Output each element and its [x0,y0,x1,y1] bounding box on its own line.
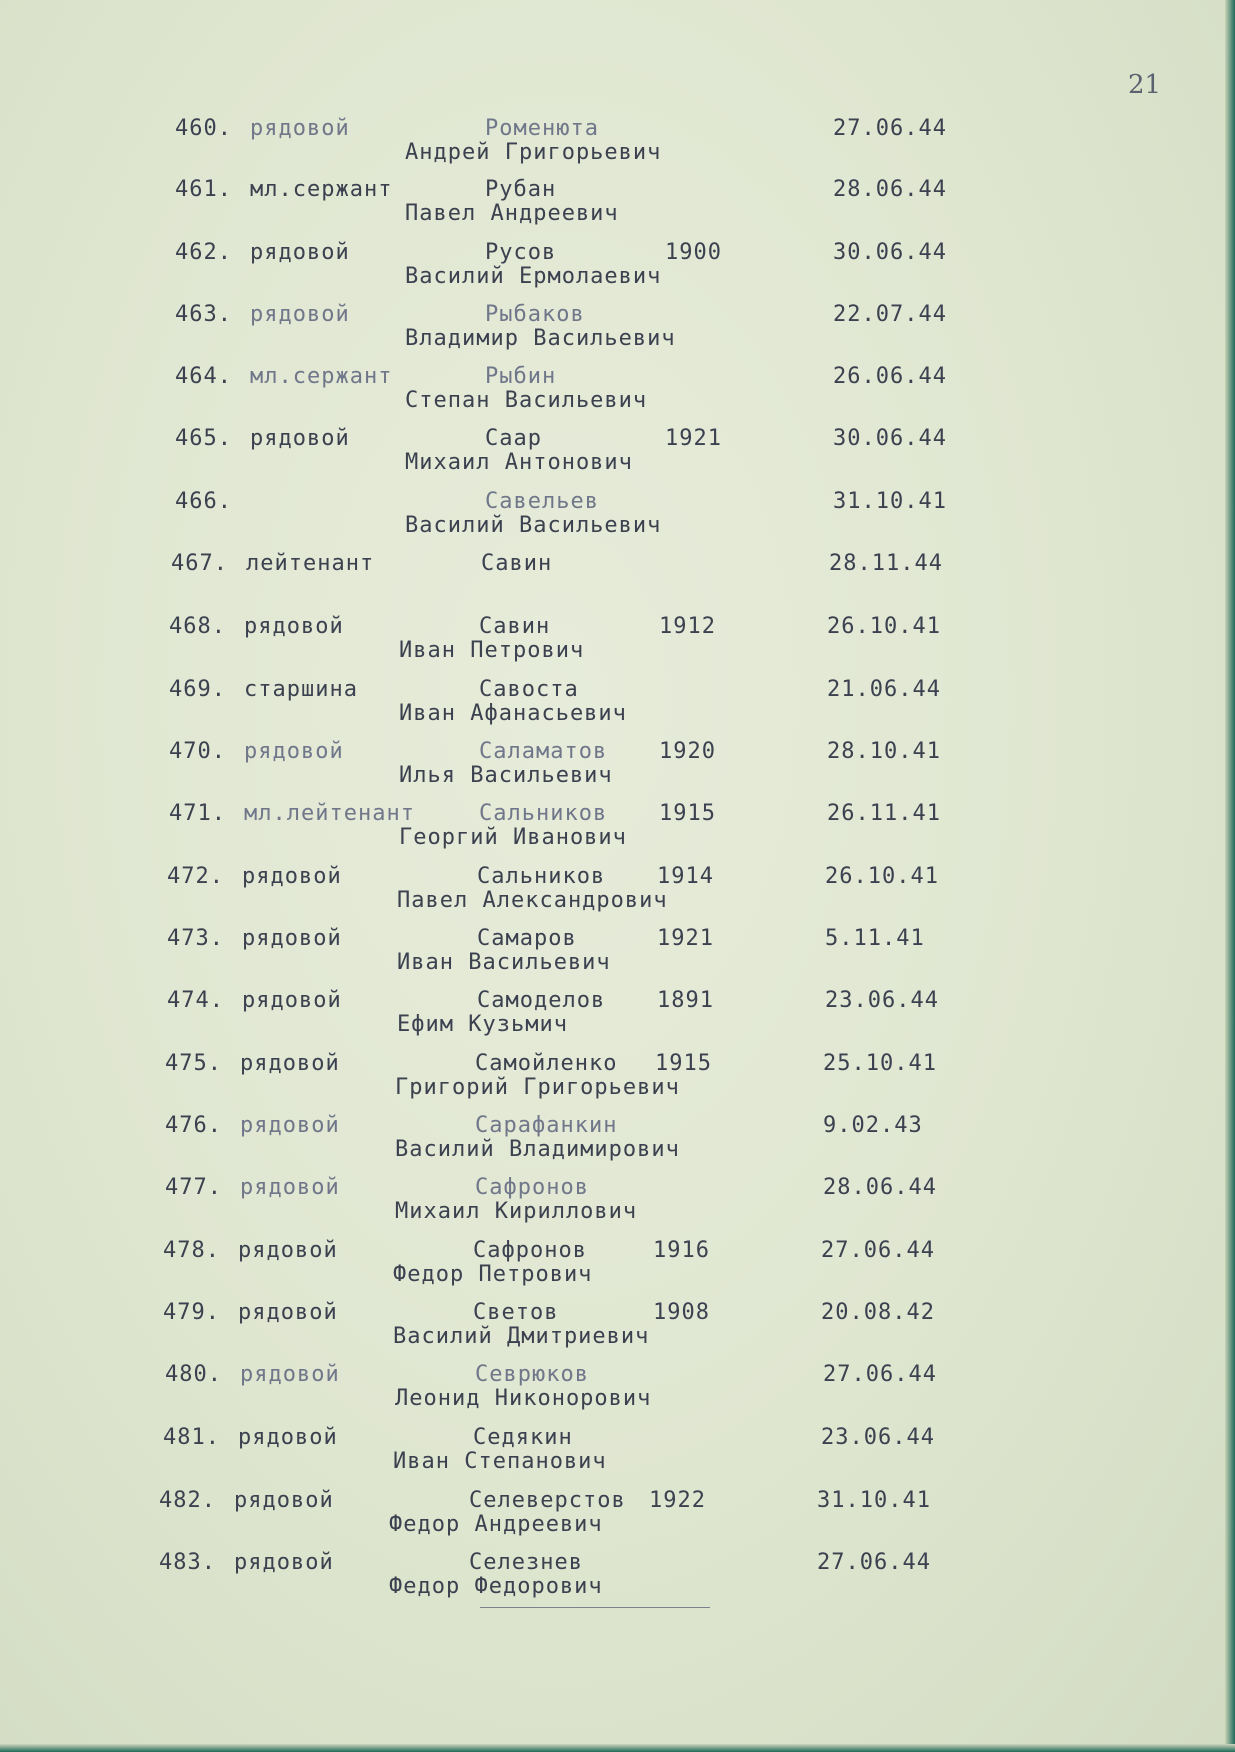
record-row [0,1425,1223,1487]
record-surname: Рыбин [485,364,557,389]
record-surname: Роменюта [485,116,599,141]
record-surname: Саар [485,426,542,451]
record-date: 23.06.44 [821,1425,935,1450]
record-number: 481. [163,1425,220,1450]
record-number: 464. [175,364,232,389]
record-row [0,1362,1225,1424]
record-number: 477. [165,1175,222,1200]
record-rank: рядовой [238,1425,338,1450]
record-row [0,926,1227,988]
record-given-names: Георгий Иванович [399,825,627,850]
record-number: 475. [165,1051,222,1076]
record-number: 468. [169,614,226,639]
record-surname: Русов [485,240,557,265]
record-date: 22.07.44 [833,302,947,327]
closing-underline [480,1607,710,1608]
record-date: 28.06.44 [833,177,947,202]
record-birth-year: 1922 [649,1488,706,1513]
record-birth-year: 1912 [659,614,716,639]
record-given-names: Василий Дмитриевич [393,1324,650,1349]
record-birth-year: 1921 [657,926,714,951]
record-rank: рядовой [244,739,344,764]
record-rank: рядовой [240,1113,340,1138]
record-row [0,551,1231,613]
record-date: 23.06.44 [825,988,939,1013]
record-number: 462. [175,240,232,265]
record-surname: Седякин [473,1425,573,1450]
record-number: 465. [175,426,232,451]
record-number: 467. [171,551,228,576]
record-surname: Сальников [479,801,608,826]
record-date: 25.10.41 [823,1051,937,1076]
record-surname: Рыбаков [485,302,585,327]
record-surname: Савин [481,551,553,576]
record-given-names: Федор Федорович [389,1574,603,1599]
record-date: 27.06.44 [821,1238,935,1263]
record-date: 27.06.44 [833,116,947,141]
record-rank: мл.лейтенант [244,801,415,826]
record-number: 463. [175,302,232,327]
record-given-names: Василий Ермолаевич [405,264,662,289]
record-date: 31.10.41 [833,489,947,514]
record-given-names: Михаил Антонович [405,450,633,475]
record-rank: рядовой [242,864,342,889]
record-surname: Самоделов [477,988,606,1013]
record-birth-year: 1908 [653,1300,710,1325]
record-row [0,1488,1219,1550]
record-rank: рядовой [240,1362,340,1387]
record-date: 26.11.41 [827,801,941,826]
record-row [0,988,1227,1050]
record-number: 474. [167,988,224,1013]
record-rank: рядовой [244,614,344,639]
record-rank: рядовой [238,1300,338,1325]
record-birth-year: 1900 [665,240,722,265]
record-row [0,864,1227,926]
record-row [0,302,1235,364]
record-given-names: Василий Владимирович [395,1137,680,1162]
record-row [0,677,1229,739]
record-number: 480. [165,1362,222,1387]
record-birth-year: 1920 [659,739,716,764]
record-row [0,801,1229,863]
record-date: 28.11.44 [829,551,943,576]
record-date: 27.06.44 [817,1550,931,1575]
record-surname: Рубан [485,177,557,202]
record-given-names: Григорий Григорьевич [395,1075,680,1100]
record-row [0,739,1229,801]
record-date: 5.11.41 [825,926,925,951]
record-birth-year: 1915 [655,1051,712,1076]
record-rank: рядовой [240,1175,340,1200]
record-rank: рядовой [234,1488,334,1513]
record-date: 20.08.42 [821,1300,935,1325]
record-row [0,116,1235,178]
record-surname: Савин [479,614,551,639]
record-rank: рядовой [242,988,342,1013]
record-number: 473. [167,926,224,951]
record-row [0,1300,1223,1362]
record-row [0,1175,1225,1237]
record-surname: Самойленко [475,1051,618,1076]
record-surname: Сафронов [475,1175,589,1200]
record-date: 21.06.44 [827,677,941,702]
record-given-names: Василий Васильевич [405,513,662,538]
record-given-names: Федор Петрович [393,1262,593,1287]
record-row [0,177,1235,239]
record-rank: старшина [244,677,358,702]
record-surname: Селезнев [469,1550,583,1575]
record-surname: Светов [473,1300,559,1325]
record-date: 31.10.41 [817,1488,931,1513]
record-row [0,489,1235,551]
record-birth-year: 1915 [659,801,716,826]
record-surname: Сафронов [473,1238,587,1263]
record-surname: Саламатов [479,739,608,764]
record-given-names: Иван Петрович [399,638,585,663]
record-rank: рядовой [250,116,350,141]
record-rank: рядовой [250,302,350,327]
record-surname: Самаров [477,926,577,951]
record-rank: рядовой [250,240,350,265]
record-given-names: Ефим Кузьмич [397,1012,568,1037]
record-surname: Савельев [485,489,599,514]
record-number: 461. [175,177,232,202]
record-number: 482. [159,1488,216,1513]
record-given-names: Леонид Никонорович [395,1386,652,1411]
record-rank: мл.сержант [250,364,393,389]
record-row [0,364,1235,426]
record-number: 479. [163,1300,220,1325]
record-rank: мл.сержант [250,177,393,202]
record-rank: рядовой [242,926,342,951]
record-date: 26.06.44 [833,364,947,389]
record-birth-year: 1891 [657,988,714,1013]
record-surname: Сальников [477,864,606,889]
record-given-names: Владимир Васильевич [405,326,676,351]
record-number: 460. [175,116,232,141]
record-rank: лейтенант [246,551,375,576]
record-date: 26.10.41 [825,864,939,889]
record-given-names: Михаил Кириллович [395,1199,638,1224]
record-surname: Сарафанкин [475,1113,618,1138]
record-given-names: Павел Александрович [397,888,668,913]
record-given-names: Иван Васильевич [397,950,611,975]
record-date: 28.10.41 [827,739,941,764]
scan-edge-right [1225,0,1235,1752]
record-rank: рядовой [240,1051,340,1076]
record-row [0,1550,1219,1612]
record-number: 483. [159,1550,216,1575]
record-row [0,1238,1223,1300]
record-birth-year: 1916 [653,1238,710,1263]
record-given-names: Илья Васильевич [399,763,613,788]
record-given-names: Андрей Григорьевич [405,140,662,165]
record-given-names: Федор Андреевич [389,1512,603,1537]
record-number: 471. [169,801,226,826]
record-rank: рядовой [234,1550,334,1575]
record-rank: рядовой [250,426,350,451]
record-number: 478. [163,1238,220,1263]
record-surname: Селеверстов [469,1488,626,1513]
record-number: 469. [169,677,226,702]
record-number: 470. [169,739,226,764]
record-given-names: Павел Андреевич [405,201,619,226]
record-given-names: Иван Афанасьевич [399,701,627,726]
record-row [0,426,1235,488]
record-given-names: Степан Васильевич [405,388,648,413]
record-date: 9.02.43 [823,1113,923,1138]
scan-edge-bottom [0,1744,1235,1752]
record-row [0,614,1229,676]
record-date: 30.06.44 [833,240,947,265]
record-rank: рядовой [238,1238,338,1263]
record-date: 28.06.44 [823,1175,937,1200]
page-number: 21 [1128,70,1162,100]
record-row [0,1051,1225,1113]
record-number: 476. [165,1113,222,1138]
record-date: 27.06.44 [823,1362,937,1387]
record-surname: Севрюков [475,1362,589,1387]
record-birth-year: 1921 [665,426,722,451]
record-row [0,1113,1225,1175]
record-date: 26.10.41 [827,614,941,639]
record-surname: Савоста [479,677,579,702]
record-date: 30.06.44 [833,426,947,451]
record-given-names: Иван Степанович [393,1449,607,1474]
record-number: 472. [167,864,224,889]
record-birth-year: 1914 [657,864,714,889]
record-number: 466. [175,489,232,514]
record-row [0,240,1235,302]
